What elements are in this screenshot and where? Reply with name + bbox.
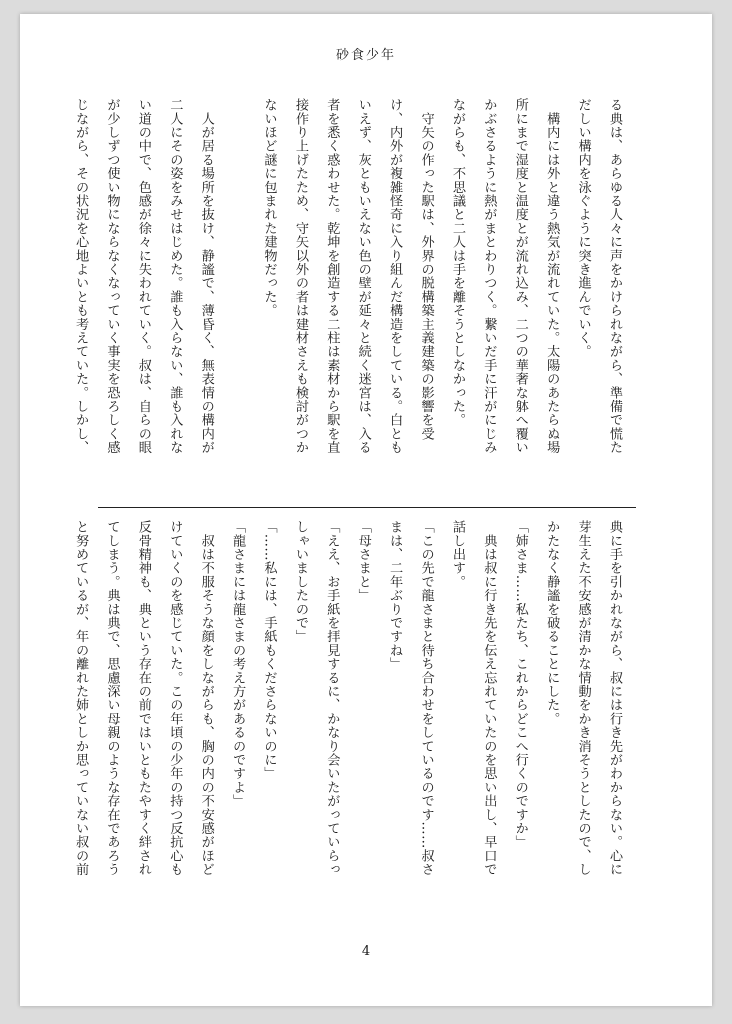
text-line: 二人にその姿をみせはじめた。誰も入らない、誰も入れな [167,98,183,455]
book-page [20,14,712,1006]
text-line: が少しずつ使い物にならなくなっていく事実を恐ろしく感 [104,98,120,455]
text-line: い道の中で、色感が徐々に失われていく。叔は、自らの眼 [135,98,151,455]
text-line: け、内外が複雑怪奇に入り組んだ構造をしている。白とも [387,98,403,455]
text-line: だしい構内を泳ぐように突き進んでいく。 [575,98,591,359]
text-line: しゃいましたので」 [292,520,308,644]
text-line: ないほど謎に包まれた建物だった。 [261,98,277,318]
text-line: 「姉さま……私たち、これからどこへ行くのですか」 [512,520,528,849]
text-line: 「……私には、手紙もくださらないのに」 [261,520,277,781]
text-line: ながらも、不思議と二人は手を離そうとしなかった。 [449,98,465,427]
text-line: てしまう。典は典で、思慮深い母親のような存在であろう [104,520,120,877]
text-line: まは、二年ぶりですね」 [387,520,403,671]
text-line: 反骨精神も、典という存在の前ではいともたやすく絆され [135,520,151,877]
text-line: 「ええ、お手紙を拝見するに、かなり会いたがっていらっ [324,520,340,877]
text-line: かたなく静謐を破ることにした。 [544,520,560,726]
section-divider [98,507,636,508]
text-line: 者を悉く惑わせた。乾坤を創造する二柱は素材から駅を直 [324,98,340,455]
text-line: 芽生えた不安感が清かな情動をかき消そうとしたので、し [575,520,591,877]
text-line: 守矢の作った駅は、外界の脱構築主義建築の影響を受 [418,98,434,441]
text-line: 話し出す。 [449,520,465,589]
text-line [222,98,253,498]
text-line: 典は叔に行き先を伝え忘れていたのを思い出し、早口で [481,520,497,877]
text-line: 叔は不服そうな顔をしながらも、胸の内の不安感がほど [198,520,214,877]
text-block-bottom [73,520,630,930]
text-line: 「母さまと」 [355,520,371,603]
text-line: 所にまで湿度と温度とが流れ込み、二つの華奢な躰へ覆い [512,98,528,455]
text-line: けていくのを感じていた。この年頃の少年の持つ反抗心も [167,520,183,877]
text-line: と努めているが、年の離れた姉としか思っていない叔の前 [73,520,89,877]
text-line: 人が居る場所を抜け、静謐で、薄昏く、無表情の構内が [198,98,214,455]
text-line: る典は、あらゆる人々に声をかけられながら、準備で慌た [607,98,622,455]
text-line: かぶさるように熱がまとわりつく。繋いだ手に汗がにじみ [481,98,497,455]
text-line: 「この先で龍さまと待ち合わせをしているのです……叔さ [418,520,434,877]
page-title: 砂食少年 [335,48,396,63]
text-line: 接作り上げたため、守矢以外の者は建材さえも検討がつか [292,98,308,455]
page-number: 4 [361,944,371,959]
text-line: 構内には外と違う熱気が流れていた。太陽のあたらぬ場 [544,98,560,455]
text-line: いえず、灰ともいえない色の壁が延々と続く迷宮は、入る [355,98,371,455]
text-line: 典に手を引かれながら、叔には行き先がわからない。心に [607,520,622,877]
text-line: じながら、その状況を心地よいとも考えていた。しかし、 [73,98,89,455]
text-block-top [73,98,630,498]
text-line: 「龍さまには龍さまの考え方があるのですよ」 [230,520,246,808]
